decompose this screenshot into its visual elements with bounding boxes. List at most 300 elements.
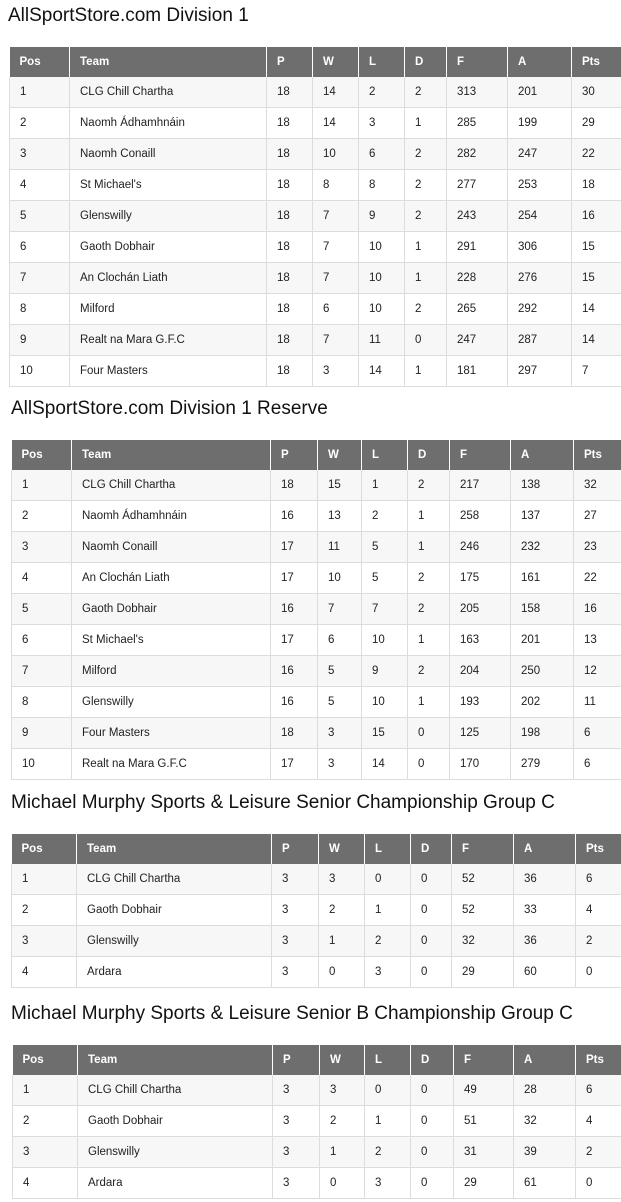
table-row	[12, 501, 621, 532]
cell-played: 18	[267, 232, 313, 263]
cell-points: 6	[574, 718, 621, 749]
cell-played: 3	[273, 1106, 320, 1137]
column-header-drawn: D	[411, 834, 452, 864]
cell-team: An Clochán Liath	[70, 263, 267, 294]
cell-played: 3	[273, 1137, 320, 1168]
cell-points: 14	[572, 325, 621, 356]
cell-pos: 3	[13, 1137, 78, 1168]
table-row	[12, 625, 621, 656]
cell-lost: 10	[362, 625, 408, 656]
column-header-team: Team	[70, 47, 267, 77]
table-row	[13, 1137, 621, 1168]
cell-won: 3	[320, 1075, 365, 1106]
table-header-row	[12, 440, 621, 470]
cell-played: 18	[267, 356, 313, 387]
cell-points: 32	[574, 470, 621, 501]
column-header-played: P	[273, 1045, 320, 1075]
cell-for: 163	[450, 625, 511, 656]
cell-drawn: 1	[408, 625, 450, 656]
cell-pos: 10	[12, 749, 72, 780]
cell-played: 18	[271, 470, 318, 501]
cell-against: 137	[511, 501, 574, 532]
cell-drawn: 2	[408, 470, 450, 501]
cell-against: 199	[508, 108, 572, 139]
table-row	[10, 294, 621, 325]
cell-lost: 1	[365, 1106, 411, 1137]
cell-lost: 6	[359, 139, 405, 170]
cell-for: 258	[450, 501, 511, 532]
cell-drawn: 2	[408, 563, 450, 594]
cell-pos: 2	[10, 108, 70, 139]
column-header-won: W	[319, 834, 365, 864]
cell-points: 15	[572, 263, 621, 294]
cell-lost: 7	[362, 594, 408, 625]
cell-played: 18	[267, 139, 313, 170]
cell-pos: 8	[12, 687, 72, 718]
cell-points: 2	[576, 926, 621, 957]
cell-pos: 2	[12, 501, 72, 532]
cell-lost: 2	[365, 926, 411, 957]
cell-pos: 3	[10, 139, 70, 170]
cell-drawn: 0	[411, 1075, 454, 1106]
column-header-points: Pts	[572, 47, 621, 77]
cell-team: CLG Chill Chartha	[78, 1075, 273, 1106]
cell-points: 27	[574, 501, 621, 532]
table-row	[10, 77, 621, 108]
cell-team: Glenswilly	[72, 687, 271, 718]
cell-won: 10	[318, 563, 362, 594]
column-header-drawn: D	[405, 47, 447, 77]
cell-for: 175	[450, 563, 511, 594]
cell-pos: 4	[12, 957, 77, 988]
cell-points: 4	[576, 895, 621, 926]
cell-drawn: 1	[405, 263, 447, 294]
cell-pos: 3	[12, 532, 72, 563]
standings-table	[9, 47, 621, 387]
cell-played: 18	[267, 263, 313, 294]
cell-pos: 7	[12, 656, 72, 687]
cell-lost: 0	[365, 1075, 411, 1106]
cell-played: 18	[267, 170, 313, 201]
cell-against: 201	[511, 625, 574, 656]
cell-lost: 10	[359, 263, 405, 294]
cell-against: 306	[508, 232, 572, 263]
table-row	[10, 325, 621, 356]
table-row	[10, 201, 621, 232]
table-row	[13, 1168, 621, 1199]
table-row	[12, 687, 621, 718]
cell-points: 18	[572, 170, 621, 201]
cell-drawn: 1	[405, 356, 447, 387]
column-header-won: W	[313, 47, 359, 77]
column-header-against: A	[511, 440, 574, 470]
cell-lost: 3	[359, 108, 405, 139]
cell-won: 14	[313, 108, 359, 139]
cell-won: 1	[320, 1137, 365, 1168]
cell-team: Naomh Conaill	[72, 532, 271, 563]
cell-pos: 5	[12, 594, 72, 625]
cell-played: 16	[271, 656, 318, 687]
column-header-against: A	[514, 1045, 576, 1075]
table-row	[12, 656, 621, 687]
cell-won: 15	[318, 470, 362, 501]
column-header-for: F	[447, 47, 508, 77]
cell-lost: 14	[359, 356, 405, 387]
cell-played: 3	[273, 1168, 320, 1199]
cell-pos: 4	[10, 170, 70, 201]
cell-won: 2	[320, 1106, 365, 1137]
cell-played: 18	[271, 718, 318, 749]
cell-pos: 2	[13, 1106, 78, 1137]
cell-drawn: 1	[408, 532, 450, 563]
table-row	[12, 926, 621, 957]
cell-for: 204	[450, 656, 511, 687]
cell-against: 297	[508, 356, 572, 387]
table-row	[12, 895, 621, 926]
column-header-pos: Pos	[12, 440, 72, 470]
cell-against: 292	[508, 294, 572, 325]
cell-pos: 1	[12, 470, 72, 501]
cell-points: 7	[572, 356, 621, 387]
column-header-drawn: D	[408, 440, 450, 470]
cell-won: 5	[318, 656, 362, 687]
cell-lost: 1	[362, 470, 408, 501]
cell-points: 14	[572, 294, 621, 325]
cell-for: 170	[450, 749, 511, 780]
column-header-points: Pts	[574, 440, 621, 470]
cell-lost: 14	[362, 749, 408, 780]
table-row	[12, 563, 621, 594]
column-header-team: Team	[78, 1045, 273, 1075]
cell-played: 16	[271, 594, 318, 625]
cell-won: 7	[313, 263, 359, 294]
cell-team: Gaoth Dobhair	[77, 895, 272, 926]
cell-against: 254	[508, 201, 572, 232]
cell-pos: 1	[12, 864, 77, 895]
cell-lost: 8	[359, 170, 405, 201]
cell-lost: 2	[359, 77, 405, 108]
standings-table	[12, 1045, 621, 1199]
cell-for: 29	[454, 1168, 514, 1199]
cell-won: 3	[318, 749, 362, 780]
table-header-row	[12, 834, 621, 864]
cell-points: 11	[574, 687, 621, 718]
table-row	[10, 108, 621, 139]
cell-pos: 7	[10, 263, 70, 294]
cell-against: 33	[514, 895, 576, 926]
table-row	[12, 532, 621, 563]
cell-won: 3	[318, 718, 362, 749]
cell-drawn: 1	[405, 232, 447, 263]
cell-points: 30	[572, 77, 621, 108]
cell-points: 0	[576, 957, 621, 988]
cell-against: 279	[511, 749, 574, 780]
table-row	[12, 864, 621, 895]
cell-team: Realt na Mara G.F.C	[72, 749, 271, 780]
column-header-played: P	[267, 47, 313, 77]
column-header-lost: L	[365, 834, 411, 864]
cell-drawn: 1	[408, 687, 450, 718]
table-title: AllSportStore.com Division 1 Reserve	[11, 398, 328, 419]
column-header-won: W	[318, 440, 362, 470]
cell-pos: 1	[13, 1075, 78, 1106]
cell-lost: 2	[365, 1137, 411, 1168]
cell-drawn: 1	[405, 108, 447, 139]
cell-team: CLG Chill Chartha	[77, 864, 272, 895]
table-row	[10, 139, 621, 170]
cell-for: 285	[447, 108, 508, 139]
cell-won: 8	[313, 170, 359, 201]
cell-won: 13	[318, 501, 362, 532]
cell-won: 10	[313, 139, 359, 170]
cell-played: 18	[267, 294, 313, 325]
table-title: AllSportStore.com Division 1	[8, 5, 249, 26]
cell-drawn: 0	[411, 1168, 454, 1199]
cell-points: 22	[574, 563, 621, 594]
cell-won: 0	[319, 957, 365, 988]
table-row	[12, 718, 621, 749]
cell-against: 247	[508, 139, 572, 170]
cell-points: 6	[576, 1075, 621, 1106]
cell-lost: 9	[359, 201, 405, 232]
cell-won: 11	[318, 532, 362, 563]
cell-against: 28	[514, 1075, 576, 1106]
cell-team: Milford	[72, 656, 271, 687]
cell-team: St Michael's	[72, 625, 271, 656]
cell-pos: 6	[10, 232, 70, 263]
cell-pos: 2	[12, 895, 77, 926]
column-header-drawn: D	[411, 1045, 454, 1075]
standings-table	[11, 834, 621, 988]
cell-team: Naomh Ádhamhnáin	[70, 108, 267, 139]
table-row	[12, 957, 621, 988]
cell-for: 193	[450, 687, 511, 718]
cell-points: 4	[576, 1106, 621, 1137]
cell-won: 1	[319, 926, 365, 957]
cell-lost: 10	[359, 232, 405, 263]
column-header-lost: L	[359, 47, 405, 77]
cell-lost: 0	[365, 864, 411, 895]
cell-team: Glenswilly	[77, 926, 272, 957]
cell-against: 253	[508, 170, 572, 201]
cell-lost: 3	[365, 957, 411, 988]
table-header-row	[13, 1045, 621, 1075]
cell-team: Gaoth Dobhair	[72, 594, 271, 625]
cell-played: 3	[273, 1075, 320, 1106]
column-header-lost: L	[362, 440, 408, 470]
cell-team: Gaoth Dobhair	[70, 232, 267, 263]
cell-drawn: 0	[411, 1106, 454, 1137]
cell-against: 60	[514, 957, 576, 988]
column-header-pos: Pos	[10, 47, 70, 77]
table-row	[12, 470, 621, 501]
cell-won: 2	[319, 895, 365, 926]
cell-for: 29	[452, 957, 514, 988]
cell-played: 16	[271, 501, 318, 532]
cell-played: 18	[267, 108, 313, 139]
table-row	[12, 594, 621, 625]
cell-played: 3	[272, 957, 319, 988]
cell-for: 228	[447, 263, 508, 294]
cell-team: Naomh Ádhamhnáin	[72, 501, 271, 532]
cell-drawn: 1	[408, 501, 450, 532]
cell-drawn: 0	[411, 1137, 454, 1168]
cell-played: 17	[271, 563, 318, 594]
table-row	[12, 749, 621, 780]
cell-for: 217	[450, 470, 511, 501]
cell-lost: 5	[362, 532, 408, 563]
standings-table	[11, 440, 621, 780]
cell-for: 243	[447, 201, 508, 232]
cell-for: 52	[452, 864, 514, 895]
cell-team: Four Masters	[70, 356, 267, 387]
cell-against: 36	[514, 926, 576, 957]
cell-drawn: 0	[408, 718, 450, 749]
cell-lost: 11	[359, 325, 405, 356]
cell-drawn: 2	[405, 77, 447, 108]
cell-points: 6	[576, 864, 621, 895]
cell-pos: 5	[10, 201, 70, 232]
cell-team: Ardara	[78, 1168, 273, 1199]
column-header-team: Team	[77, 834, 272, 864]
column-header-against: A	[508, 47, 572, 77]
cell-played: 18	[267, 325, 313, 356]
cell-won: 6	[318, 625, 362, 656]
cell-against: 250	[511, 656, 574, 687]
column-header-pos: Pos	[13, 1045, 78, 1075]
cell-against: 161	[511, 563, 574, 594]
cell-team: Glenswilly	[78, 1137, 273, 1168]
column-header-won: W	[320, 1045, 365, 1075]
cell-points: 16	[572, 201, 621, 232]
cell-against: 32	[514, 1106, 576, 1137]
cell-played: 17	[271, 625, 318, 656]
cell-drawn: 0	[411, 895, 452, 926]
cell-lost: 2	[362, 501, 408, 532]
cell-won: 3	[319, 864, 365, 895]
cell-won: 3	[313, 356, 359, 387]
cell-played: 3	[272, 864, 319, 895]
cell-drawn: 2	[405, 170, 447, 201]
cell-team: St Michael's	[70, 170, 267, 201]
table-row	[10, 263, 621, 294]
cell-team: Ardara	[77, 957, 272, 988]
cell-pos: 8	[10, 294, 70, 325]
cell-against: 198	[511, 718, 574, 749]
cell-points: 13	[574, 625, 621, 656]
cell-against: 232	[511, 532, 574, 563]
table-title: Michael Murphy Sports & Leisure Senior B Championship Group C	[11, 1003, 573, 1024]
column-header-lost: L	[365, 1045, 411, 1075]
cell-drawn: 0	[411, 957, 452, 988]
cell-against: 36	[514, 864, 576, 895]
cell-pos: 9	[10, 325, 70, 356]
cell-team: An Clochán Liath	[72, 563, 271, 594]
cell-against: 276	[508, 263, 572, 294]
cell-points: 23	[574, 532, 621, 563]
cell-team: Milford	[70, 294, 267, 325]
cell-won: 7	[313, 232, 359, 263]
cell-team: Glenswilly	[70, 201, 267, 232]
cell-for: 313	[447, 77, 508, 108]
cell-drawn: 0	[411, 926, 452, 957]
table-row	[10, 232, 621, 263]
cell-pos: 1	[10, 77, 70, 108]
cell-played: 16	[271, 687, 318, 718]
cell-drawn: 2	[405, 201, 447, 232]
cell-points: 22	[572, 139, 621, 170]
cell-played: 17	[271, 532, 318, 563]
cell-lost: 1	[365, 895, 411, 926]
cell-team: Gaoth Dobhair	[78, 1106, 273, 1137]
cell-points: 16	[574, 594, 621, 625]
cell-points: 6	[574, 749, 621, 780]
cell-lost: 10	[362, 687, 408, 718]
column-header-for: F	[450, 440, 511, 470]
cell-lost: 3	[365, 1168, 411, 1199]
cell-won: 6	[313, 294, 359, 325]
cell-for: 246	[450, 532, 511, 563]
cell-lost: 15	[362, 718, 408, 749]
cell-lost: 10	[359, 294, 405, 325]
cell-against: 138	[511, 470, 574, 501]
cell-won: 7	[318, 594, 362, 625]
cell-points: 12	[574, 656, 621, 687]
column-header-for: F	[454, 1045, 514, 1075]
cell-played: 18	[267, 77, 313, 108]
cell-for: 205	[450, 594, 511, 625]
cell-team: CLG Chill Chartha	[70, 77, 267, 108]
cell-drawn: 2	[405, 139, 447, 170]
cell-team: Naomh Conaill	[70, 139, 267, 170]
column-header-pos: Pos	[12, 834, 77, 864]
cell-against: 158	[511, 594, 574, 625]
cell-points: 2	[576, 1137, 621, 1168]
table-row	[13, 1075, 621, 1106]
cell-for: 181	[447, 356, 508, 387]
column-header-against: A	[514, 834, 576, 864]
cell-for: 265	[447, 294, 508, 325]
cell-for: 32	[452, 926, 514, 957]
table-header-row	[10, 47, 621, 77]
cell-against: 202	[511, 687, 574, 718]
cell-for: 125	[450, 718, 511, 749]
cell-drawn: 2	[408, 594, 450, 625]
cell-points: 0	[576, 1168, 621, 1199]
cell-team: Realt na Mara G.F.C	[70, 325, 267, 356]
cell-pos: 9	[12, 718, 72, 749]
cell-for: 277	[447, 170, 508, 201]
cell-won: 5	[318, 687, 362, 718]
cell-pos: 3	[12, 926, 77, 957]
column-header-for: F	[452, 834, 514, 864]
cell-drawn: 0	[411, 864, 452, 895]
cell-for: 49	[454, 1075, 514, 1106]
cell-for: 291	[447, 232, 508, 263]
cell-points: 15	[572, 232, 621, 263]
cell-won: 0	[320, 1168, 365, 1199]
cell-for: 31	[454, 1137, 514, 1168]
cell-won: 7	[313, 201, 359, 232]
cell-points: 29	[572, 108, 621, 139]
cell-pos: 10	[10, 356, 70, 387]
cell-pos: 4	[12, 563, 72, 594]
table-row	[10, 170, 621, 201]
cell-against: 201	[508, 77, 572, 108]
cell-won: 14	[313, 77, 359, 108]
cell-drawn: 0	[408, 749, 450, 780]
cell-played: 17	[271, 749, 318, 780]
